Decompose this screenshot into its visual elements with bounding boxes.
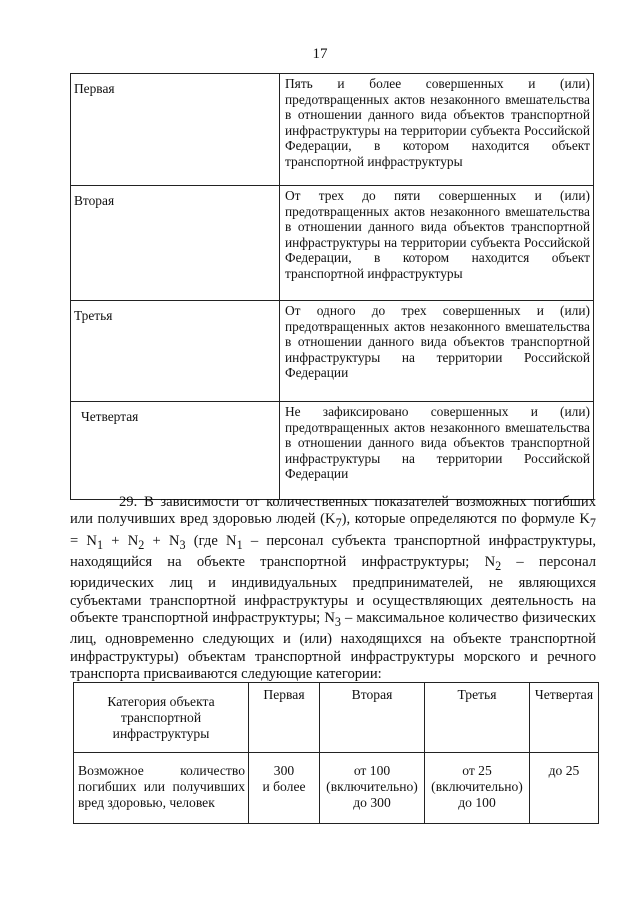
category-cell: Третья (71, 301, 280, 402)
category-cell: Первая (71, 74, 280, 186)
para-text: + N (144, 532, 180, 549)
value-line: до 100 (458, 795, 496, 810)
value-first (249, 753, 320, 824)
table-row (74, 753, 599, 824)
subscript: 7 (335, 516, 342, 531)
paragraph-29 (70, 494, 596, 684)
criteria-cell: От трех до пяти совершенных и (или) предотвращенных актов незаконного вмешательства в отношении данного вида объектов транспортной инфраструктуры на территории субъекта Российской Федерации, в котором находится объект транспортной инфраструктуры (280, 186, 594, 301)
table-row (71, 301, 594, 402)
para-text: + N (103, 532, 139, 549)
row-label: Возможное количество погибших или получивших вред здоровью, человек (74, 753, 249, 824)
table-row (71, 74, 594, 186)
para-text: = N (70, 532, 97, 549)
subscript: 3 (179, 537, 186, 552)
para-text: 29. В зависимости от количественных показателей возможных погибших или получивших вред здоровью людей (K (70, 494, 596, 528)
para-text: – персонал субъекта транспортной инфраструктуры, находящийся на объекте транспортной инфраструктуры; N (70, 532, 596, 571)
subscript: 3 (334, 615, 341, 630)
criteria-cell: Пять и более совершенных и (или) предотвращенных актов незаконного вмешательства в отношении данного вида объектов транспортной инфраструктуры на территории субъекта Российской Федерации, в котором находится объект транспортной инфраструктуры (280, 74, 594, 186)
table-row (71, 186, 594, 301)
header-first: Первая (249, 683, 320, 753)
value-line: и более (262, 779, 306, 794)
para-text: – персонал юридических лиц и индивидуальных предпринимателей, не являющихся субъектами транспортной инфраструктуры и осуществляющих деятельность на объекте транспортной инфраструктуры; N (70, 554, 596, 627)
category-cell: Вторая (71, 186, 280, 301)
header-fourth: Четвертая (530, 683, 599, 753)
subscript: 1 (96, 537, 104, 552)
value-line: от 25 (462, 763, 492, 778)
subscript: 1 (236, 537, 243, 552)
para-text: – максимальное количество физических лиц, одновременно следующих и (или) находящихся на объекте транспортной инфраструктуры) объектам транспортной инфраструктуры морского и речного транспорта присваиваются следующие категории: (70, 610, 596, 683)
value-fourth: до 25 (530, 753, 599, 824)
categories-by-casualties-table (73, 682, 599, 824)
value-line: 300 (273, 763, 295, 778)
header-third: Третья (425, 683, 530, 753)
para-text: ), которые определяются по формуле K (341, 511, 590, 528)
categories-by-acts-table (70, 73, 594, 500)
value-line: до 300 (353, 795, 391, 810)
criteria-cell: Не зафиксировано совершенных и (или) предотвращенных актов незаконного вмешательства в отношении данного вида объектов транспортной инфраструктуры на территории Российской Федерации (280, 402, 594, 500)
page-number: 17 (312, 46, 328, 62)
value-line: (включительно) (431, 779, 523, 794)
table-row (71, 402, 594, 500)
table-header-row (74, 683, 599, 753)
value-second (320, 753, 425, 824)
category-cell: Четвертая (71, 402, 280, 500)
value-line: (включительно) (326, 779, 418, 794)
subscript: 2 (495, 558, 502, 573)
subscript: 2 (138, 537, 145, 552)
value-third (425, 753, 530, 824)
criteria-cell: От одного до трех совершенных и (или) предотвращенных актов незаконного вмешательства в отношении данного вида объектов транспортной инфраструктуры на территории Российской Федерации (280, 301, 594, 402)
header-category: Категория объекта транспортной инфраструктуры (74, 683, 249, 753)
subscript: 7 (589, 516, 596, 531)
para-text: (где N (185, 532, 237, 549)
header-second: Вторая (320, 683, 425, 753)
value-line: от 100 (353, 763, 391, 778)
